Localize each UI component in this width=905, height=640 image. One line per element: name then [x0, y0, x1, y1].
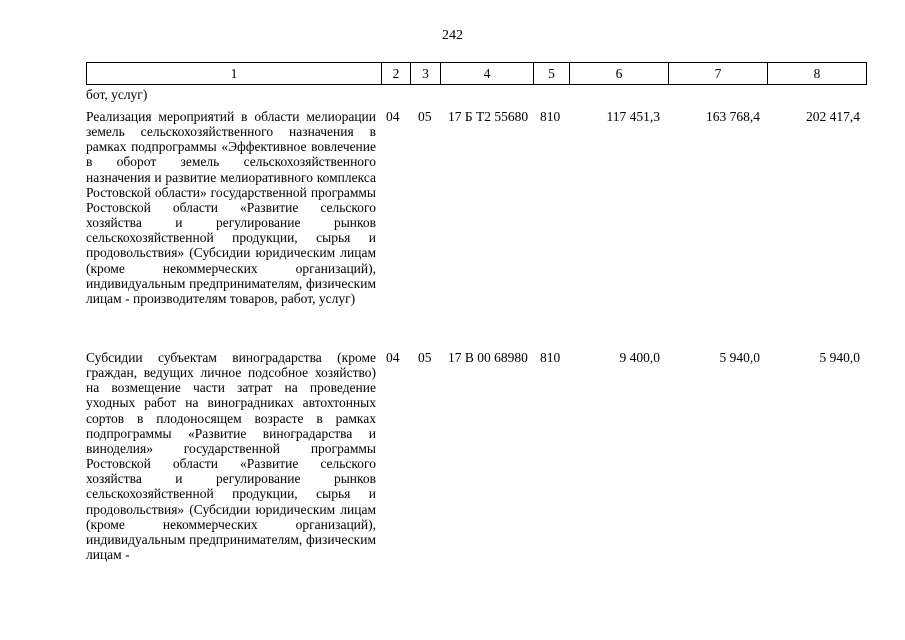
column-header-5: 5	[534, 63, 570, 85]
row-amount-2: 5 940,0	[719, 350, 760, 365]
row-amount-3: 5 940,0	[819, 350, 860, 365]
row-description: Реализация мероприятий в области мелиорации земель сельскохозяйственного назначения в рамках подпрограммы «Эффективное вовлечение в оборот земель сельскохозяйственного назначения и развитие мелиоративного комплекса Ростовской области» государственной программы Ростовской области «Развитие сельского хозяйства и регулирование рынков сельскохозяйственной продукции, сырья и продовольствия» (Субсидии юридическим лицам (кроме некоммерческих организаций), индивидуальным предпринимателям, физическим лицам - производителям товаров, работ, услуг)	[86, 109, 376, 306]
row-target-article: 17 Б Т2 55680	[448, 109, 529, 124]
row-amount-1: 117 451,3	[606, 109, 660, 124]
column-header-1: 1	[87, 63, 382, 85]
column-header-8: 8	[768, 63, 867, 85]
column-header-4: 4	[441, 63, 534, 85]
column-header-row	[87, 63, 867, 85]
column-header-table	[86, 62, 867, 85]
row-section-code: 04	[386, 350, 400, 365]
row-target-article: 17 В 00 68980	[448, 350, 528, 365]
row-amount-2: 163 768,4	[706, 109, 760, 124]
row-expense-type: 810	[540, 109, 561, 124]
row-subsection-code: 05	[418, 109, 432, 124]
row-subsection-code: 05	[418, 350, 432, 365]
row-amount-1: 9 400,0	[619, 350, 660, 365]
row-expense-type: 810	[540, 350, 561, 365]
row-description: Субсидии субъектам виноградарства (кроме граждан, ведущих личное подсобное хозяйство) на возмещение части затрат на проведение уходных работ на виноградниках автохтонных сортов в плодоносящем возрасте в рамках подпрограммы «Развитие виноградарства и виноделия» государственной программы Ростовской области «Развитие сельского хозяйства и регулирование рынков сельскохозяйственной продукции, сырья и продовольствия» (Субсидии юридическим лицам (кроме некоммерческих организаций), индивидуальным предпринимателям, физическим лицам -	[86, 350, 376, 563]
column-header-6: 6	[570, 63, 669, 85]
column-header-3: 3	[411, 63, 441, 85]
row-section-code: 04	[386, 109, 400, 124]
page-number: 242	[442, 28, 463, 43]
column-header-2: 2	[382, 63, 411, 85]
column-header-7: 7	[669, 63, 768, 85]
row-amount-3: 202 417,4	[806, 109, 860, 124]
continuation-text: бот, услуг)	[86, 87, 148, 102]
